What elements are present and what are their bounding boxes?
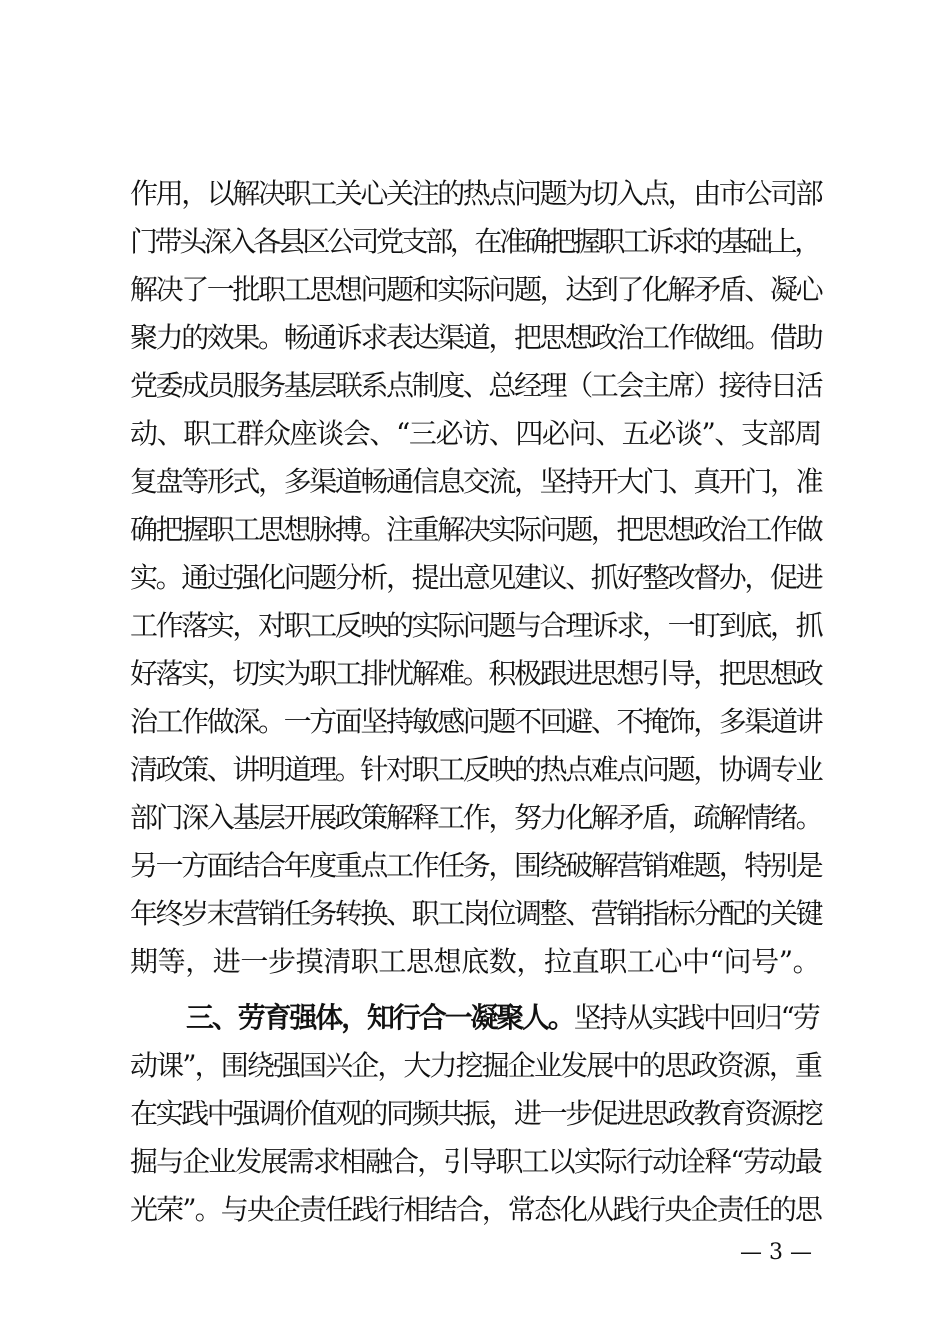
section-3-heading: 三、劳育强体，知行合一凝聚人。 bbox=[186, 1001, 574, 1034]
body-line: 掘与企业发展需求相融合，引导职工以实际行动诠释“劳动最 bbox=[130, 1145, 822, 1178]
body-line: 部门深入基层开展政策解释工作，努力化解矛盾，疏解情绪。 bbox=[130, 801, 822, 834]
body-line: 期等，进一步摸清职工思想底数，拉直职工心中“问号”。 bbox=[130, 945, 821, 978]
body-line: 作用，以解决职工关心关注的热点问题为切入点，由市公司部 bbox=[130, 177, 822, 210]
body-line: 复盘等形式，多渠道畅通信息交流，坚持开大门、真开门，准 bbox=[130, 465, 822, 498]
section-3-text: 坚持从实践中回归“劳 bbox=[573, 1001, 819, 1034]
body-line: 动课”，围绕强国兴企，大力挖掘企业发展中的思政资源，重 bbox=[130, 1049, 822, 1082]
body-line: 实。通过强化问题分析，提出意见建议、抓好整改督办，促进 bbox=[130, 561, 822, 594]
body-line: 确把握职工思想脉搏。注重解决实际问题，把思想政治工作做 bbox=[130, 513, 822, 546]
page-number: — 3 — bbox=[740, 1240, 812, 1265]
body-line: 另一方面结合年度重点工作任务，围绕破解营销难题，特别是 bbox=[130, 849, 822, 882]
body-line: 党委成员服务基层联系点制度、总经理（工会主席）接待日活 bbox=[130, 369, 822, 402]
body-line: 好落实，切实为职工排忧解难。积极跟进思想引导，把思想政 bbox=[130, 657, 822, 690]
section-3-first-line bbox=[186, 1000, 820, 1036]
body-line: 年终岁末营销任务转换、职工岗位调整、营销指标分配的关键 bbox=[130, 897, 822, 930]
body-line: 光荣”。与央企责任践行相结合，常态化从践行央企责任的思 bbox=[130, 1193, 822, 1226]
body-line: 工作落实，对职工反映的实际问题与合理诉求，一盯到底，抓 bbox=[130, 609, 822, 642]
body-line: 治工作做深。一方面坚持敏感问题不回避、不掩饰，多渠道讲 bbox=[130, 705, 822, 738]
body-line: 在实践中强调价值观的同频共振，进一步促进思政教育资源挖 bbox=[130, 1097, 822, 1130]
body-line: 清政策、讲明道理。针对职工反映的热点难点问题，协调专业 bbox=[130, 753, 822, 786]
body-line: 门带头深入各县区公司党支部，在准确把握职工诉求的基础上， bbox=[130, 225, 819, 258]
body-line: 聚力的效果。畅通诉求表达渠道，把思想政治工作做细。借助 bbox=[130, 321, 822, 354]
body-line: 动、职工群众座谈会、“三必访、四必问、五必谈”、支部周 bbox=[130, 417, 821, 450]
body-line: 解决了一批职工思想问题和实际问题，达到了化解矛盾、凝心 bbox=[130, 273, 822, 306]
